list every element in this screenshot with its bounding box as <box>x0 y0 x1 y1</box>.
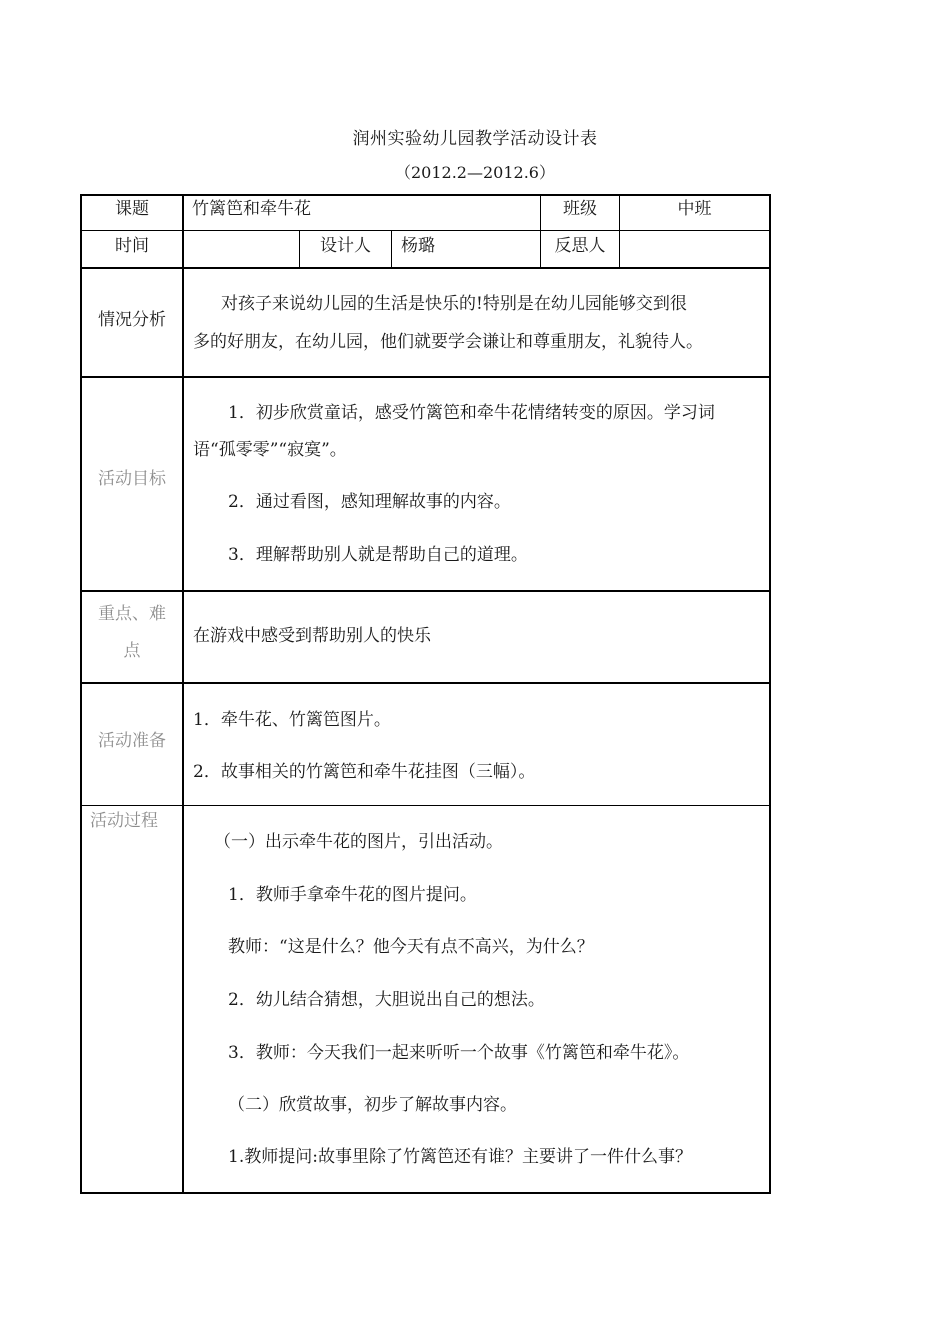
designer-label: 设计人 <box>320 236 371 256</box>
process-line: 1.教师提问:故事里除了竹篱笆还有谁？主要讲了一件什么事？ <box>228 1147 692 1167</box>
time-label: 时间 <box>115 236 149 256</box>
key-points-content: 在游戏中感受到帮助别人的快乐 <box>193 626 431 646</box>
document-date-range: （2012.2—2012.6） <box>395 163 555 182</box>
analysis-line: 对孩子来说幼儿园的生活是快乐的!特别是在幼儿园能够交到很 <box>221 294 687 314</box>
key-points-label-cont: 点 <box>123 641 141 661</box>
process-line: （二）欣赏故事，初步了解故事内容。 <box>228 1095 517 1115</box>
goal-line: 3．理解帮助别人就是帮助自己的道理。 <box>228 545 528 565</box>
table-border-right <box>769 194 771 1194</box>
goal-line: 2．通过看图，感知理解故事的内容。 <box>228 492 511 512</box>
analysis-label: 情况分析 <box>98 310 166 330</box>
table-border-left <box>80 194 82 1194</box>
process-line: （一）出示牵牛花的图片，引出活动。 <box>214 832 503 852</box>
key-points-label: 重点、难 <box>98 604 166 624</box>
process-line: 教师：“这是什么？他今天有点不高兴，为什么？ <box>228 937 594 957</box>
table-column-divider <box>391 230 392 268</box>
table-column-divider <box>182 194 184 1194</box>
designer-value: 杨璐 <box>401 236 435 256</box>
document-title: 润州实验幼儿园教学活动设计表 <box>352 129 598 149</box>
preparation-line: 1．牵牛花、竹篱笆图片。 <box>193 710 391 730</box>
process-label: 活动过程 <box>90 811 158 831</box>
goal-line: 1．初步欣赏童话，感受竹篱笆和牵牛花情绪转变的原因。学习词 <box>228 403 715 423</box>
class-label: 班级 <box>563 199 597 219</box>
process-line: 2．幼儿结合猜想，大胆说出自己的想法。 <box>228 990 545 1010</box>
goals-label: 活动目标 <box>98 469 166 489</box>
topic-label: 课题 <box>115 199 149 219</box>
goal-line: 语“孤零零”“寂寞”。 <box>193 440 347 460</box>
process-line: 3．教师：今天我们一起来听听一个故事《竹篱笆和牵牛花》。 <box>228 1043 690 1063</box>
preparation-line: 2．故事相关的竹篱笆和牵牛花挂图（三幅）。 <box>193 762 536 782</box>
analysis-line: 多的好朋友，在幼儿园，他们就要学会谦让和尊重朋友，礼貌待人。 <box>193 332 703 352</box>
preparation-label: 活动准备 <box>98 731 166 751</box>
class-value: 中班 <box>677 199 712 219</box>
reflector-label: 反思人 <box>554 236 606 256</box>
process-line: 1．教师手拿牵牛花的图片提问。 <box>228 885 477 905</box>
topic-value: 竹篱笆和牵牛花 <box>192 199 311 219</box>
